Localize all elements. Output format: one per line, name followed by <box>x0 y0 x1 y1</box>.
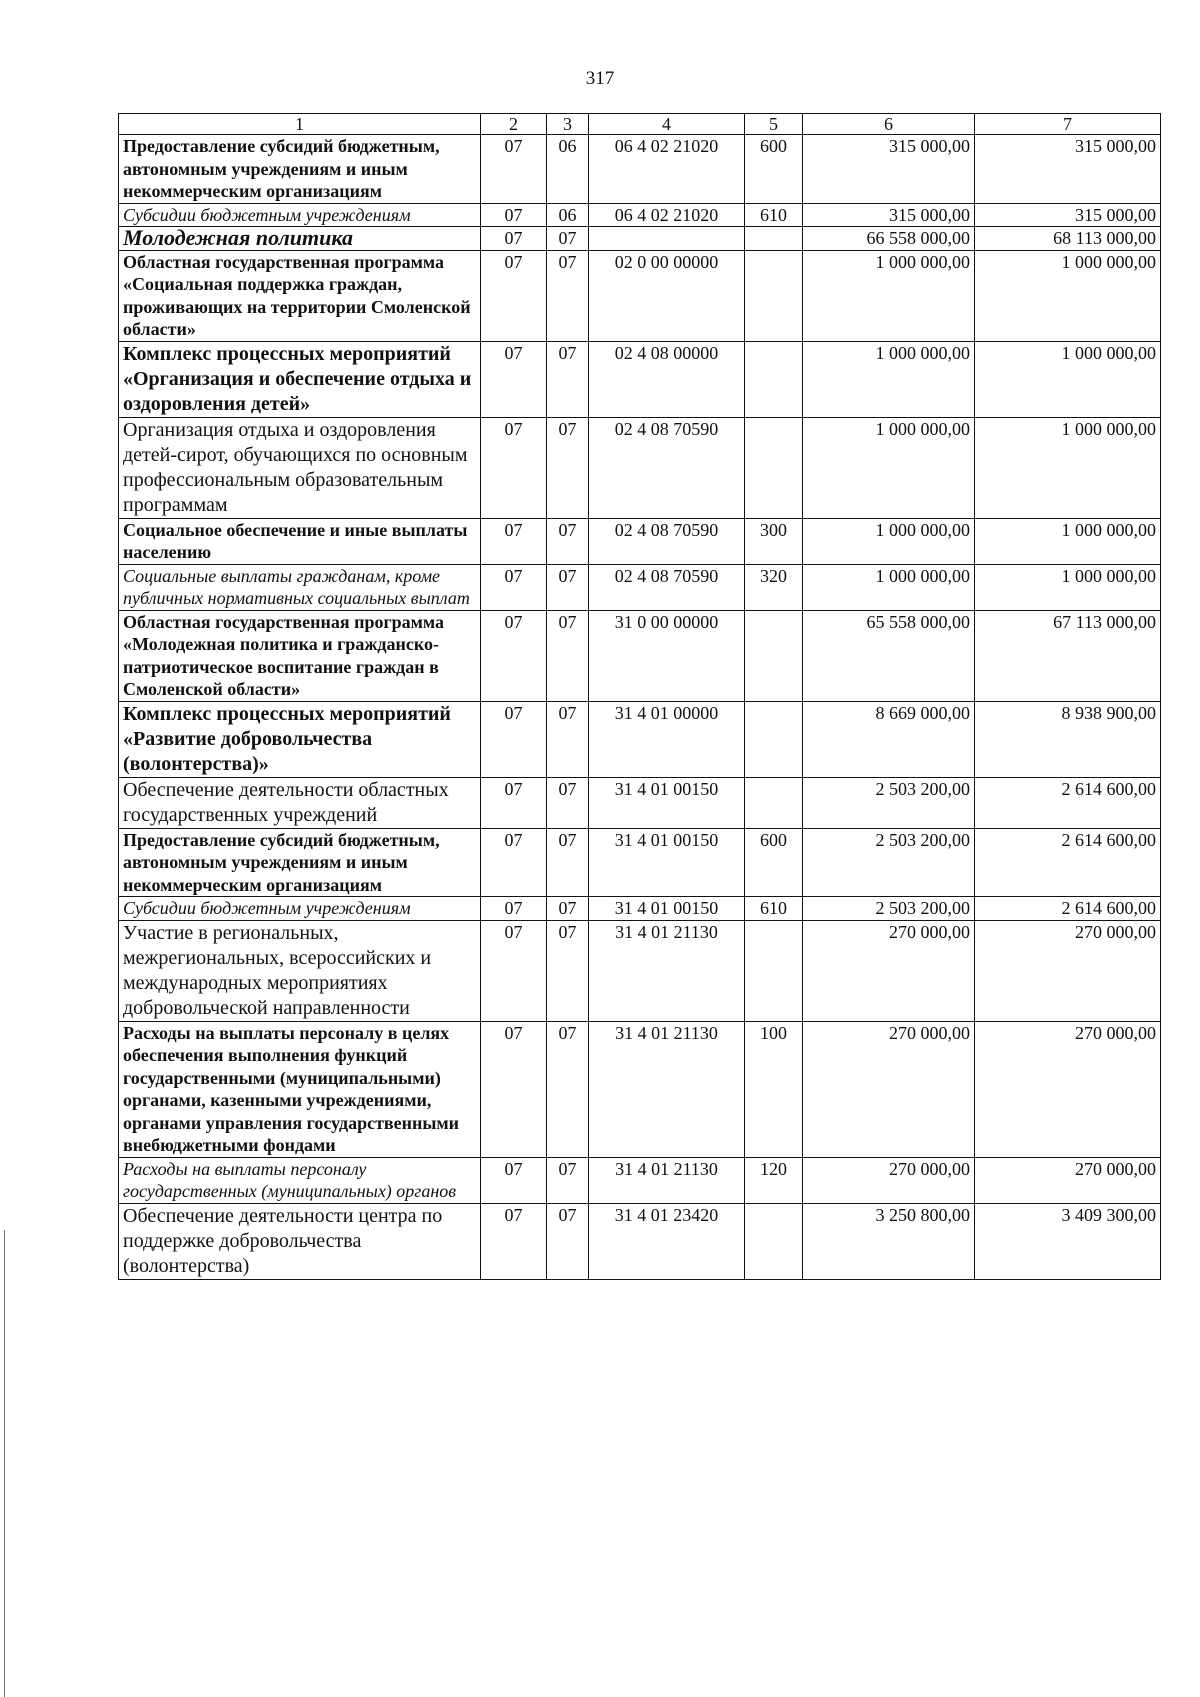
row-amount-col6: 1 000 000,00 <box>803 564 975 610</box>
row-subsection-code: 07 <box>547 250 589 341</box>
row-amount-col7: 1 000 000,00 <box>975 518 1161 564</box>
row-name: Расходы на выплаты персоналу в целях обеспечения выполнения функций государственными (муниципальными) органами, казенными учреждениями, органами управления государственными внебюджетными фондами <box>119 1021 481 1157</box>
row-amount-col6: 315 000,00 <box>803 203 975 227</box>
row-target-article: 31 4 01 00150 <box>589 897 745 921</box>
row-target-article: 02 4 08 70590 <box>589 518 745 564</box>
scan-margin-line <box>4 1230 5 1697</box>
row-target-article: 06 4 02 21020 <box>589 135 745 204</box>
row-amount-col6: 66 558 000,00 <box>803 227 975 251</box>
row-expense-type <box>745 227 803 251</box>
row-subsection-code: 07 <box>547 1203 589 1279</box>
row-amount-col6: 8 669 000,00 <box>803 701 975 777</box>
row-target-article: 31 4 01 23420 <box>589 1203 745 1279</box>
row-amount-col6: 1 000 000,00 <box>803 341 975 417</box>
row-subsection-code: 07 <box>547 701 589 777</box>
row-amount-col6: 1 000 000,00 <box>803 250 975 341</box>
row-target-article: 02 4 08 00000 <box>589 341 745 417</box>
row-expense-type <box>745 250 803 341</box>
row-amount-col6: 1 000 000,00 <box>803 518 975 564</box>
row-amount-col7: 2 614 600,00 <box>975 897 1161 921</box>
table-row <box>119 828 1161 897</box>
row-target-article: 02 4 08 70590 <box>589 417 745 518</box>
table-row <box>119 203 1161 227</box>
row-name: Участие в региональных, межрегиональных, всероссийских и международных мероприятиях добровольческой направленности <box>119 920 481 1021</box>
row-expense-type: 600 <box>745 828 803 897</box>
row-section-code: 07 <box>481 518 547 564</box>
table-body <box>119 135 1161 1280</box>
row-name: Расходы на выплаты персоналу государственных (муниципальных) органов <box>119 1157 481 1203</box>
row-target-article: 31 4 01 00150 <box>589 777 745 828</box>
table-row <box>119 341 1161 417</box>
table-row <box>119 227 1161 251</box>
row-subsection-code: 06 <box>547 203 589 227</box>
row-expense-type <box>745 1203 803 1279</box>
row-name: Субсидии бюджетным учреждениям <box>119 203 481 227</box>
page-number: 317 <box>585 68 615 89</box>
row-section-code: 07 <box>481 135 547 204</box>
row-amount-col7: 270 000,00 <box>975 1021 1161 1157</box>
table-row <box>119 1021 1161 1157</box>
row-name: Социальные выплаты гражданам, кроме публичных нормативных социальных выплат <box>119 564 481 610</box>
column-header-4: 4 <box>589 114 745 135</box>
row-amount-col7: 3 409 300,00 <box>975 1203 1161 1279</box>
row-amount-col6: 270 000,00 <box>803 1157 975 1203</box>
row-subsection-code: 07 <box>547 897 589 921</box>
row-target-article: 31 0 00 00000 <box>589 610 745 701</box>
row-name: Обеспечение деятельности областных государственных учреждений <box>119 777 481 828</box>
row-amount-col6: 270 000,00 <box>803 1021 975 1157</box>
row-expense-type <box>745 341 803 417</box>
row-section-code: 07 <box>481 777 547 828</box>
row-name: Субсидии бюджетным учреждениям <box>119 897 481 921</box>
row-name: Предоставление субсидий бюджетным, автономным учреждениям и иным некоммерческим организациям <box>119 135 481 204</box>
row-subsection-code: 07 <box>547 564 589 610</box>
row-name: Комплекс процессных мероприятий «Организация и обеспечение отдыха и оздоровления детей» <box>119 341 481 417</box>
row-subsection-code: 07 <box>547 1157 589 1203</box>
row-amount-col6: 2 503 200,00 <box>803 777 975 828</box>
row-amount-col7: 8 938 900,00 <box>975 701 1161 777</box>
row-section-code: 07 <box>481 564 547 610</box>
table-row <box>119 897 1161 921</box>
row-amount-col7: 315 000,00 <box>975 135 1161 204</box>
row-subsection-code: 07 <box>547 518 589 564</box>
row-section-code: 07 <box>481 920 547 1021</box>
row-target-article: 02 4 08 70590 <box>589 564 745 610</box>
row-section-code: 07 <box>481 828 547 897</box>
row-amount-col6: 3 250 800,00 <box>803 1203 975 1279</box>
row-name: Социальное обеспечение и иные выплаты населению <box>119 518 481 564</box>
table-row <box>119 417 1161 518</box>
row-subsection-code: 07 <box>547 417 589 518</box>
row-name: Предоставление субсидий бюджетным, автономным учреждениям и иным некоммерческим организациям <box>119 828 481 897</box>
row-expense-type <box>745 610 803 701</box>
budget-table <box>118 113 1161 1280</box>
row-amount-col7: 1 000 000,00 <box>975 417 1161 518</box>
table-header-row <box>119 114 1161 135</box>
row-subsection-code: 07 <box>547 227 589 251</box>
row-amount-col7: 67 113 000,00 <box>975 610 1161 701</box>
row-expense-type: 610 <box>745 203 803 227</box>
row-section-code: 07 <box>481 1021 547 1157</box>
row-expense-type <box>745 417 803 518</box>
row-section-code: 07 <box>481 1203 547 1279</box>
row-section-code: 07 <box>481 417 547 518</box>
row-subsection-code: 07 <box>547 828 589 897</box>
row-amount-col6: 270 000,00 <box>803 920 975 1021</box>
row-expense-type: 300 <box>745 518 803 564</box>
row-section-code: 07 <box>481 227 547 251</box>
row-target-article: 31 4 01 21130 <box>589 1021 745 1157</box>
table-row <box>119 920 1161 1021</box>
column-header-3: 3 <box>547 114 589 135</box>
table-row <box>119 135 1161 204</box>
row-name: Обеспечение деятельности центра по поддержке добровольчества (волонтерства) <box>119 1203 481 1279</box>
row-amount-col7: 1 000 000,00 <box>975 564 1161 610</box>
column-header-5: 5 <box>745 114 803 135</box>
row-name: Областная государственная программа «Социальная поддержка граждан, проживающих на территории Смоленской области» <box>119 250 481 341</box>
table-row <box>119 1203 1161 1279</box>
row-name: Молодежная политика <box>119 227 481 251</box>
column-header-7: 7 <box>975 114 1161 135</box>
row-target-article: 31 4 01 21130 <box>589 920 745 1021</box>
row-amount-col7: 2 614 600,00 <box>975 777 1161 828</box>
row-target-article: 06 4 02 21020 <box>589 203 745 227</box>
row-name: Областная государственная программа «Молодежная политика и гражданско-патриотическое воспитание граждан в Смоленской области» <box>119 610 481 701</box>
row-amount-col6: 315 000,00 <box>803 135 975 204</box>
row-subsection-code: 07 <box>547 777 589 828</box>
row-expense-type: 600 <box>745 135 803 204</box>
row-expense-type <box>745 701 803 777</box>
row-amount-col7: 270 000,00 <box>975 1157 1161 1203</box>
table-row <box>119 1157 1161 1203</box>
row-amount-col7: 68 113 000,00 <box>975 227 1161 251</box>
table-row <box>119 610 1161 701</box>
row-expense-type <box>745 777 803 828</box>
row-amount-col7: 2 614 600,00 <box>975 828 1161 897</box>
row-target-article: 02 0 00 00000 <box>589 250 745 341</box>
row-section-code: 07 <box>481 897 547 921</box>
row-amount-col7: 270 000,00 <box>975 920 1161 1021</box>
column-header-2: 2 <box>481 114 547 135</box>
row-expense-type: 320 <box>745 564 803 610</box>
row-expense-type: 120 <box>745 1157 803 1203</box>
row-target-article <box>589 227 745 251</box>
row-amount-col6: 2 503 200,00 <box>803 828 975 897</box>
row-amount-col6: 2 503 200,00 <box>803 897 975 921</box>
table-row <box>119 777 1161 828</box>
row-name: Организация отдыха и оздоровления детей-сирот, обучающихся по основным профессиональным образовательным программам <box>119 417 481 518</box>
row-expense-type: 610 <box>745 897 803 921</box>
row-subsection-code: 06 <box>547 135 589 204</box>
row-amount-col6: 1 000 000,00 <box>803 417 975 518</box>
row-amount-col6: 65 558 000,00 <box>803 610 975 701</box>
row-section-code: 07 <box>481 203 547 227</box>
row-section-code: 07 <box>481 250 547 341</box>
row-target-article: 31 4 01 21130 <box>589 1157 745 1203</box>
row-section-code: 07 <box>481 610 547 701</box>
row-subsection-code: 07 <box>547 341 589 417</box>
table-row <box>119 250 1161 341</box>
row-target-article: 31 4 01 00150 <box>589 828 745 897</box>
table-row <box>119 701 1161 777</box>
row-name: Комплекс процессных мероприятий «Развитие добровольчества (волонтерства)» <box>119 701 481 777</box>
table-row <box>119 518 1161 564</box>
row-expense-type: 100 <box>745 1021 803 1157</box>
row-section-code: 07 <box>481 701 547 777</box>
row-expense-type <box>745 920 803 1021</box>
row-subsection-code: 07 <box>547 920 589 1021</box>
column-header-6: 6 <box>803 114 975 135</box>
row-subsection-code: 07 <box>547 1021 589 1157</box>
row-amount-col7: 315 000,00 <box>975 203 1161 227</box>
column-header-1: 1 <box>119 114 481 135</box>
row-subsection-code: 07 <box>547 610 589 701</box>
row-section-code: 07 <box>481 1157 547 1203</box>
table-row <box>119 564 1161 610</box>
row-amount-col7: 1 000 000,00 <box>975 250 1161 341</box>
row-section-code: 07 <box>481 341 547 417</box>
row-amount-col7: 1 000 000,00 <box>975 341 1161 417</box>
row-target-article: 31 4 01 00000 <box>589 701 745 777</box>
